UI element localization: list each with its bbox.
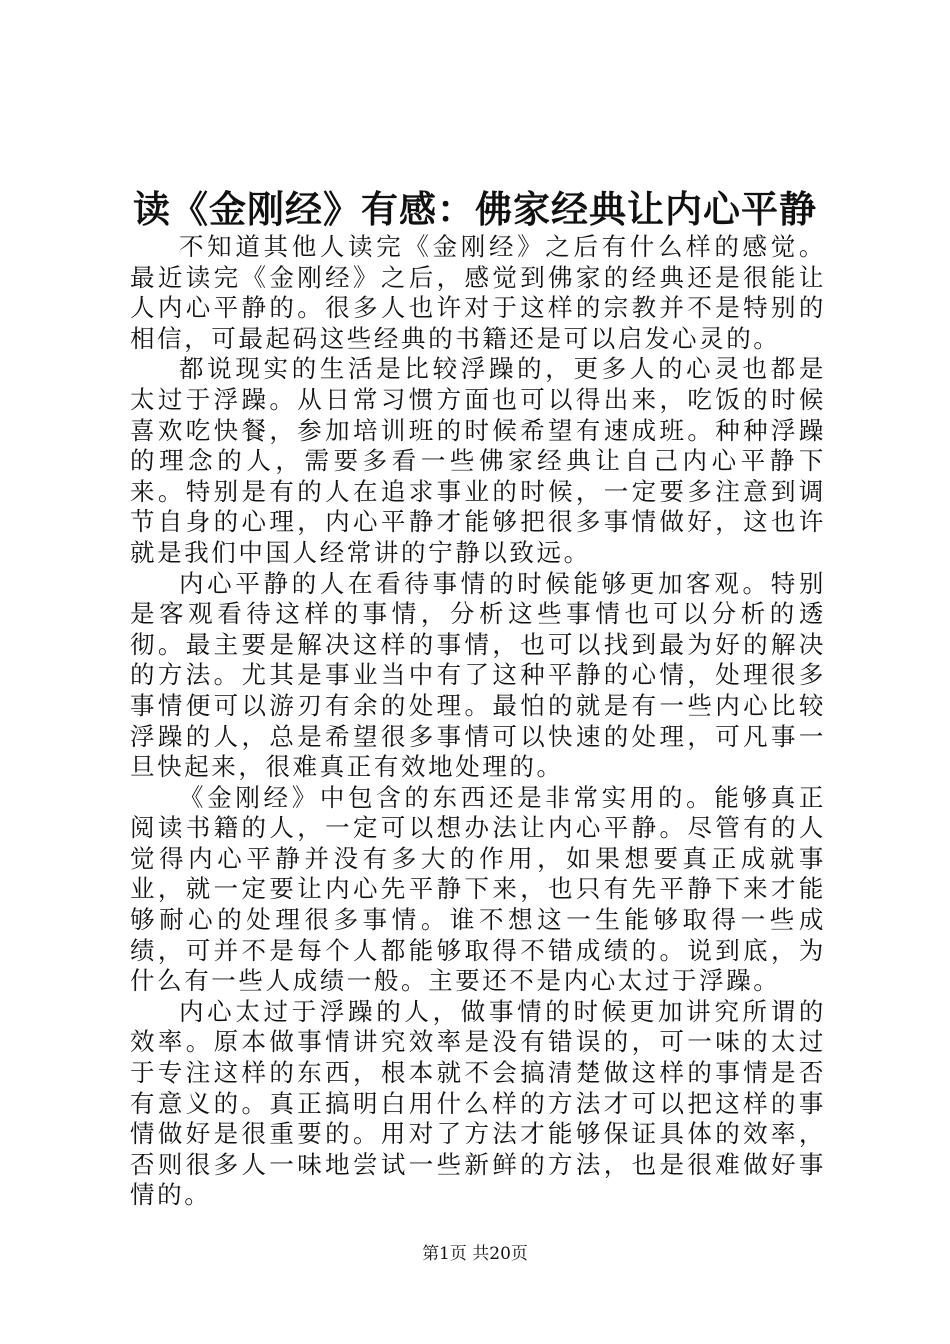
paragraph-1: 不知道其他人读完《金刚经》之后有什么样的感觉。最近读完《金刚经》之后，感觉到佛家的经典还是很能让人内心平静的。很多人也许对于这样的宗教并不是特别的相信，可最起码这些经典的书籍还是可以启发心灵的。 [130,232,826,353]
paragraph-2: 都说现实的生活是比较浮躁的，更多人的心灵也都是太过于浮躁。从日常习惯方面也可以得出来，吃饭的时候喜欢吃快餐，参加培训班的时候希望有速成班。种种浮躁的理念的人，需要多看一些佛家经典让自己内心平静下来。特别是有的人在追求事业的时候，一定要多注意到调节自身的心理，内心平静才能够把很多事情做好，这也许就是我们中国人经常讲的宁静以致远。 [130,354,826,567]
paragraph-5: 内心太过于浮躁的人，做事情的时候更加讲究所谓的效率。原本做事情讲究效率是没有错误的，可一味的太过于专注这样的东西，根本就不会搞清楚做这样的事情是否有意义的。真正搞明白用什么样的方法才可以把这样的事情做好是很重要的。用对了方法才能够保证具体的效率，否则很多人一味地尝试一些新鲜的方法，也是很难做好事情的。 [130,996,826,1210]
page-footer: 第1页 共20页 [422,1244,528,1264]
document-title: 读《金刚经》有感：佛家经典让内心平静 [133,187,817,231]
paragraph-3: 内心平静的人在看待事情的时候能够更加客观。特别是客观看待这样的事情，分析这些事情也可以分析的透彻。最主要是解决这样的事情，也可以找到最为好的解决的方法。尤其是事业当中有了这种平静的心情，处理很多事情便可以游刃有余的处理。最怕的就是有一些内心比较浮躁的人，总是希望很多事情可以快速的处理，可凡事一旦快起来，很难真正有效地处理的。 [130,568,826,782]
document-body [130,232,826,1211]
paragraph-4: 《金刚经》中包含的东西还是非常实用的。能够真正阅读书籍的人，一定可以想办法让内心平静。尽管有的人觉得内心平静并没有多大的作用，如果想要真正成就事业，就一定要让内心先平静下来，也只有先平静下来才能够耐心的处理很多事情。谁不想这一生能够取得一些成绩，可并不是每个人都能够取得不错成绩的。说到底，为什么有一些人成绩一般。主要还不是内心太过于浮躁。 [130,782,826,996]
